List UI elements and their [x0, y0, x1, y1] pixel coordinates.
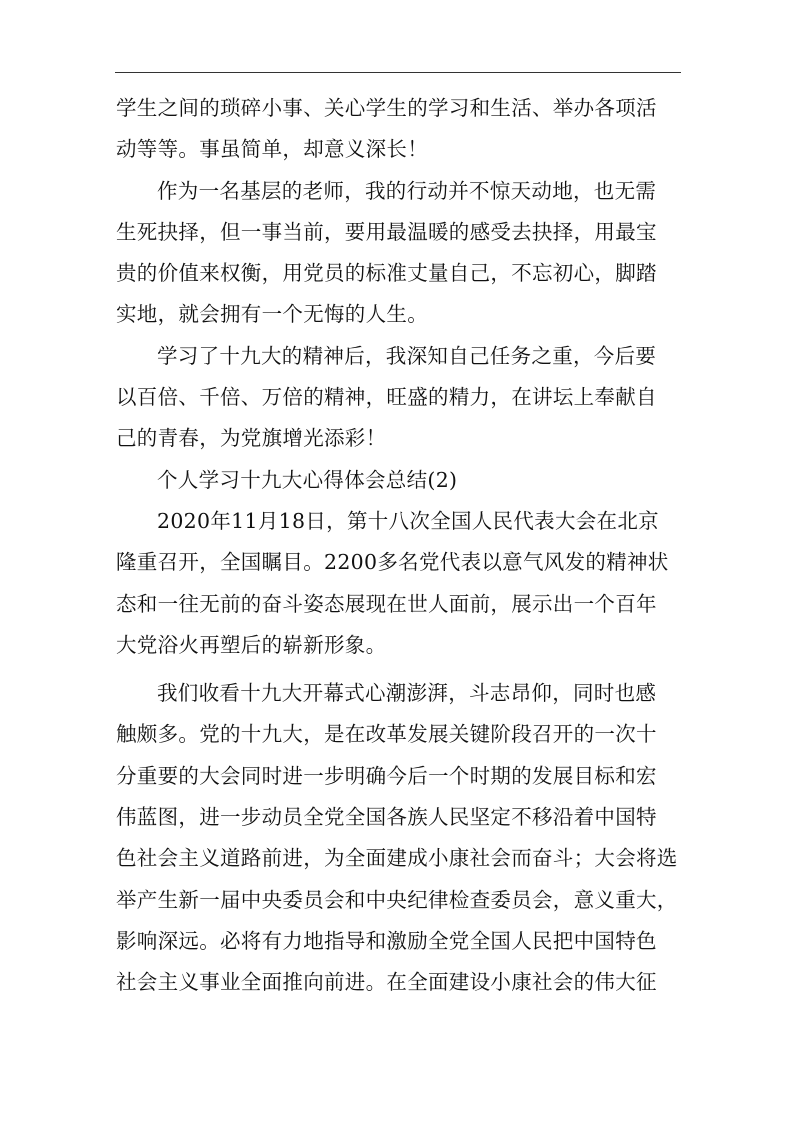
text-line: 社会主义事业全面推向前进。在全面建设小康社会的伟大征 [116, 970, 657, 995]
document-body [116, 88, 686, 1004]
text-line: 实地，就会拥有一个无悔的人生。 [116, 302, 428, 327]
text-line: 举产生新一届中央委员会和中央纪律检查委员会，意义重大， [116, 887, 678, 912]
text-line: 伟蓝图，进一步动员全党全国各族人民坚定不移沿着中国特 [116, 805, 657, 830]
text-line: 影响深远。必将有力地指导和激励全党全国人民把中国特色 [116, 928, 657, 953]
text-line: 动等等。事虽简单，却意义深长！ [116, 137, 428, 162]
text-line: 生死抉择，但一事当前，要用最温暖的感受去抉择，用最宝 [116, 219, 657, 244]
text-line: 2020年11月18日，第十八次全国人民代表大会在北京 [157, 508, 659, 533]
header-rule [115, 72, 681, 73]
text-line: 分重要的大会同时进一步明确今后一个时期的发展目标和宏 [116, 763, 657, 788]
text-line: 我们收看十九大开幕式心潮澎湃，斗志昂仰，同时也感 [157, 681, 657, 706]
text-line: 作为一名基层的老师，我的行动并不惊天动地，也无需 [157, 178, 657, 203]
text-line: 大党浴火再塑后的崭新形象。 [116, 632, 387, 657]
text-line: 以百倍、千倍、万倍的精神，旺盛的精力，在讲坛上奉献自 [116, 385, 657, 410]
text-line: 态和一往无前的奋斗姿态展现在世人面前，展示出一个百年 [116, 591, 657, 616]
text-line: 学生之间的琐碎小事、关心学生的学习和生活、举办各项活 [116, 96, 657, 120]
text-line: 学习了十九大的精神后，我深知自己任务之重，今后要 [157, 343, 657, 368]
section-heading: 个人学习十九大心得体会总结(2) [157, 467, 458, 492]
text-line: 触颇多。党的十九大，是在改革发展关键阶段召开的一次十 [116, 722, 657, 747]
text-line: 隆重召开，全国瞩目。2200多名党代表以意气风发的精神状 [116, 550, 669, 575]
text-line: 贵的价值来权衡，用党员的标准丈量自己，不忘初心，脚踏 [116, 261, 657, 286]
text-line: 己的青春，为党旗增光添彩！ [116, 426, 387, 451]
text-line: 色社会主义道路前进，为全面建成小康社会而奋斗；大会将选 [116, 846, 678, 871]
